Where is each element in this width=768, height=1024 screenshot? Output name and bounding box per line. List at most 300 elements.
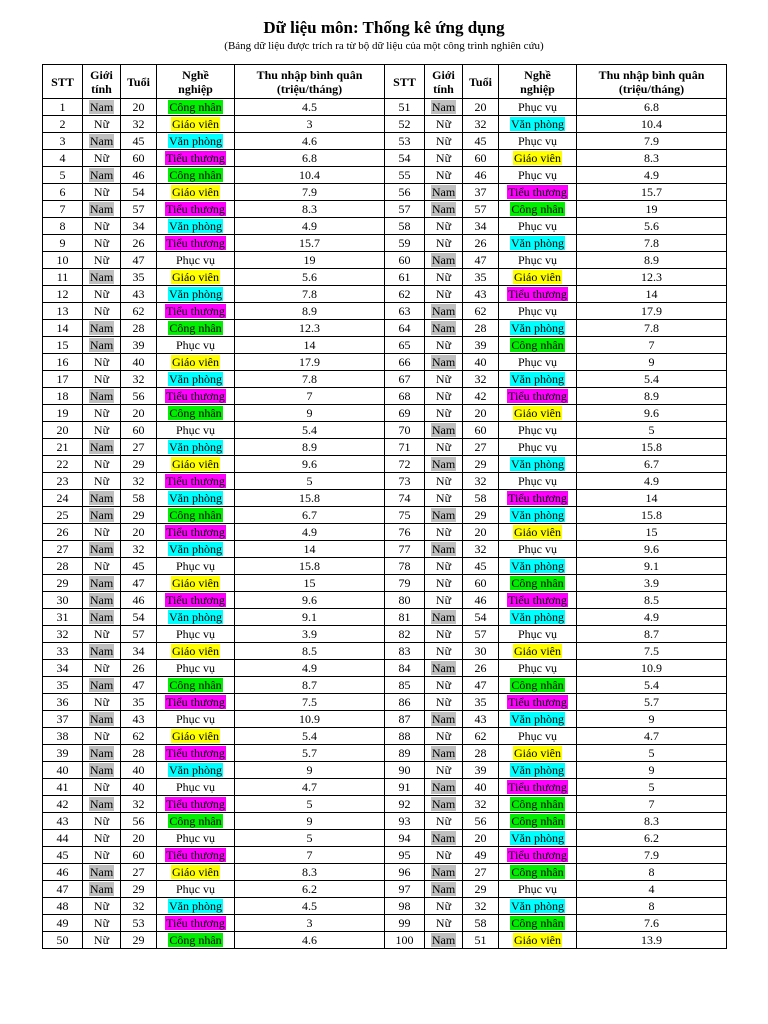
stt-cell xyxy=(43,116,83,133)
job-cell-text: Phục vụ xyxy=(518,542,557,556)
age-cell xyxy=(121,660,157,677)
income-cell xyxy=(577,626,727,643)
gender-cell-text: Nữ xyxy=(93,780,110,794)
income-cell xyxy=(577,660,727,677)
job-cell xyxy=(499,167,577,184)
stt-cell-text: 17 xyxy=(56,372,69,386)
income-cell xyxy=(577,116,727,133)
age-cell-text: 32 xyxy=(474,474,487,488)
stt-cell xyxy=(385,269,425,286)
income-cell-text: 8.5 xyxy=(644,593,659,607)
gender-cell xyxy=(83,898,121,915)
stt-cell xyxy=(385,235,425,252)
stt-cell-text: 4 xyxy=(59,151,66,165)
job-cell xyxy=(499,660,577,677)
gender-cell xyxy=(83,473,121,490)
stt-cell-text: 13 xyxy=(56,304,69,318)
stt-cell xyxy=(43,456,83,473)
stt-cell xyxy=(385,728,425,745)
stt-cell xyxy=(385,473,425,490)
income-cell-text: 7 xyxy=(648,797,655,811)
age-cell-text: 47 xyxy=(474,678,487,692)
age-cell xyxy=(463,575,499,592)
gender-cell-text: Nam xyxy=(89,593,114,607)
income-cell xyxy=(577,201,727,218)
table-row xyxy=(43,116,727,133)
gender-cell xyxy=(425,541,463,558)
stt-cell xyxy=(385,796,425,813)
gender-cell-text: Nam xyxy=(89,440,114,454)
age-cell-text: 46 xyxy=(132,593,145,607)
age-cell xyxy=(121,490,157,507)
gender-cell-text: Nam xyxy=(431,355,456,369)
stt-cell-text: 19 xyxy=(56,406,69,420)
income-cell-text: 10.9 xyxy=(641,661,662,675)
age-cell-text: 35 xyxy=(474,270,487,284)
job-cell-text: Phục vụ xyxy=(176,831,215,845)
job-cell-text: Phục vụ xyxy=(518,134,557,148)
stt-cell-text: 44 xyxy=(56,831,69,845)
stt-cell-text: 7 xyxy=(59,202,66,216)
age-cell xyxy=(121,711,157,728)
job-cell xyxy=(157,201,235,218)
job-cell-text: Công nhân xyxy=(511,678,564,692)
table-row xyxy=(43,269,727,286)
age-cell-text: 47 xyxy=(132,576,145,590)
job-cell xyxy=(157,609,235,626)
table-row xyxy=(43,609,727,626)
income-cell xyxy=(235,167,385,184)
stt-cell-text: 70 xyxy=(398,423,411,437)
age-cell-text: 39 xyxy=(132,338,145,352)
gender-cell-text: Nữ xyxy=(93,661,110,675)
age-cell xyxy=(463,626,499,643)
job-cell xyxy=(157,881,235,898)
job-cell-text: Giáo viên xyxy=(172,576,219,590)
stt-cell-text: 67 xyxy=(398,372,411,386)
table-row xyxy=(43,864,727,881)
job-cell-text: Tiểu thương xyxy=(166,695,225,709)
stt-cell-text: 25 xyxy=(56,508,69,522)
income-cell xyxy=(235,133,385,150)
age-cell xyxy=(463,320,499,337)
stt-cell-text: 95 xyxy=(398,848,411,862)
age-cell-text: 57 xyxy=(474,627,487,641)
gender-cell-text: Nữ xyxy=(435,525,452,539)
table-row xyxy=(43,456,727,473)
income-cell-text: 8.9 xyxy=(302,304,317,318)
income-cell xyxy=(235,337,385,354)
gender-cell-text: Nữ xyxy=(93,695,110,709)
gender-cell-text: Nữ xyxy=(93,814,110,828)
table-row xyxy=(43,235,727,252)
stt-cell-text: 47 xyxy=(56,882,69,896)
job-cell-text: Văn phòng xyxy=(511,831,564,845)
stt-cell xyxy=(385,201,425,218)
income-cell-text: 15.8 xyxy=(299,559,320,573)
job-cell xyxy=(157,898,235,915)
age-cell-text: 34 xyxy=(474,219,487,233)
job-cell xyxy=(157,184,235,201)
gender-cell-text: Nữ xyxy=(93,933,110,947)
stt-cell-text: 65 xyxy=(398,338,411,352)
gender-cell xyxy=(83,354,121,371)
age-cell xyxy=(463,558,499,575)
income-cell-text: 9 xyxy=(306,814,313,828)
age-cell xyxy=(463,99,499,116)
age-cell xyxy=(121,796,157,813)
age-cell-text: 20 xyxy=(132,406,145,420)
age-cell-text: 37 xyxy=(474,185,487,199)
gender-cell xyxy=(83,609,121,626)
income-cell xyxy=(577,541,727,558)
table-row xyxy=(43,524,727,541)
stt-cell xyxy=(385,507,425,524)
gender-cell-text: Nữ xyxy=(93,457,110,471)
income-cell-text: 7 xyxy=(648,338,655,352)
table-row xyxy=(43,762,727,779)
income-cell-text: 8.3 xyxy=(302,202,317,216)
stt-cell-text: 92 xyxy=(398,797,411,811)
income-cell xyxy=(235,184,385,201)
stt-cell-text: 9 xyxy=(59,236,66,250)
gender-cell xyxy=(83,218,121,235)
income-cell xyxy=(235,847,385,864)
age-cell-text: 39 xyxy=(474,763,487,777)
stt-cell-text: 96 xyxy=(398,865,411,879)
age-cell xyxy=(463,847,499,864)
age-cell xyxy=(463,286,499,303)
job-cell xyxy=(499,745,577,762)
gender-cell xyxy=(83,694,121,711)
age-cell xyxy=(121,592,157,609)
gender-cell-text: Nam xyxy=(89,134,114,148)
gender-cell-text: Nữ xyxy=(435,576,452,590)
age-cell xyxy=(121,371,157,388)
gender-cell xyxy=(425,864,463,881)
job-cell-text: Tiểu thương xyxy=(508,848,567,862)
stt-cell-text: 61 xyxy=(398,270,411,284)
income-cell-text: 8.5 xyxy=(302,644,317,658)
stt-cell xyxy=(385,439,425,456)
job-cell xyxy=(157,728,235,745)
gender-cell xyxy=(425,592,463,609)
age-cell xyxy=(121,677,157,694)
gender-cell xyxy=(83,388,121,405)
age-cell-text: 56 xyxy=(474,814,487,828)
table-row xyxy=(43,405,727,422)
age-cell-text: 20 xyxy=(474,406,487,420)
gender-cell xyxy=(425,694,463,711)
gender-cell xyxy=(425,643,463,660)
job-cell-text: Giáo viên xyxy=(514,933,561,947)
gender-cell xyxy=(83,779,121,796)
job-cell-text: Văn phòng xyxy=(169,763,222,777)
gender-cell-text: Nữ xyxy=(93,151,110,165)
job-cell xyxy=(157,711,235,728)
job-cell xyxy=(499,592,577,609)
gender-cell xyxy=(425,99,463,116)
job-cell-text: Tiểu thương xyxy=(508,695,567,709)
table-row xyxy=(43,337,727,354)
income-cell xyxy=(235,881,385,898)
stt-cell-text: 56 xyxy=(398,185,411,199)
stt-cell xyxy=(385,303,425,320)
age-cell-text: 43 xyxy=(132,712,145,726)
job-cell xyxy=(499,507,577,524)
stt-cell xyxy=(43,184,83,201)
stt-cell xyxy=(43,218,83,235)
age-cell xyxy=(121,167,157,184)
stt-cell-text: 51 xyxy=(398,100,411,114)
income-cell-text: 4 xyxy=(648,882,655,896)
income-cell xyxy=(235,524,385,541)
job-cell-text: Công nhân xyxy=(511,576,564,590)
gender-cell-text: Nữ xyxy=(93,117,110,131)
gender-cell-text: Nam xyxy=(89,882,114,896)
income-cell xyxy=(577,932,727,949)
age-cell-text: 40 xyxy=(474,780,487,794)
stt-cell xyxy=(385,643,425,660)
income-cell-text: 4.9 xyxy=(644,474,659,488)
income-cell xyxy=(577,847,727,864)
header-gender: Giới tính xyxy=(83,65,121,99)
job-cell-text: Phục vụ xyxy=(176,712,215,726)
age-cell-text: 43 xyxy=(132,287,145,301)
gender-cell-text: Nữ xyxy=(435,389,452,403)
gender-cell-text: Nữ xyxy=(93,525,110,539)
age-cell-text: 60 xyxy=(132,423,145,437)
age-cell-text: 40 xyxy=(474,355,487,369)
age-cell-text: 40 xyxy=(132,763,145,777)
age-cell-text: 60 xyxy=(474,151,487,165)
gender-cell xyxy=(425,422,463,439)
income-cell xyxy=(235,456,385,473)
age-cell xyxy=(121,728,157,745)
table-row xyxy=(43,575,727,592)
income-cell xyxy=(235,745,385,762)
age-cell xyxy=(121,99,157,116)
gender-cell-text: Nam xyxy=(89,644,114,658)
job-cell xyxy=(157,252,235,269)
gender-cell-text: Nữ xyxy=(435,695,452,709)
job-cell-text: Công nhân xyxy=(169,321,222,335)
gender-cell xyxy=(425,728,463,745)
job-cell-text: Công nhân xyxy=(511,865,564,879)
stt-cell xyxy=(385,677,425,694)
age-cell xyxy=(121,915,157,932)
gender-cell xyxy=(425,524,463,541)
job-cell-text: Phục vụ xyxy=(176,882,215,896)
job-cell-text: Văn phòng xyxy=(511,117,564,131)
stt-cell xyxy=(43,830,83,847)
gender-cell xyxy=(425,269,463,286)
age-cell-text: 28 xyxy=(132,746,145,760)
income-cell-text: 3.9 xyxy=(644,576,659,590)
gender-cell xyxy=(83,184,121,201)
job-cell xyxy=(157,133,235,150)
gender-cell xyxy=(425,371,463,388)
stt-cell-text: 28 xyxy=(56,559,69,573)
gender-cell xyxy=(425,167,463,184)
gender-cell xyxy=(83,626,121,643)
gender-cell xyxy=(425,575,463,592)
stt-cell-text: 86 xyxy=(398,695,411,709)
stt-cell-text: 74 xyxy=(398,491,411,505)
age-cell xyxy=(121,201,157,218)
age-cell-text: 42 xyxy=(474,389,487,403)
gender-cell xyxy=(83,167,121,184)
income-cell-text: 8.7 xyxy=(302,678,317,692)
gender-cell-text: Nữ xyxy=(93,236,110,250)
stt-cell-text: 52 xyxy=(398,117,411,131)
job-cell-text: Phục vụ xyxy=(518,100,557,114)
job-cell xyxy=(157,473,235,490)
income-cell xyxy=(235,490,385,507)
job-cell-text: Công nhân xyxy=(169,100,222,114)
job-cell-text: Tiểu thương xyxy=(166,848,225,862)
stt-cell xyxy=(385,490,425,507)
income-cell xyxy=(577,337,727,354)
job-cell-text: Văn phòng xyxy=(169,899,222,913)
age-cell-text: 29 xyxy=(132,882,145,896)
age-cell-text: 32 xyxy=(132,117,145,131)
income-cell-text: 15.8 xyxy=(641,508,662,522)
income-cell xyxy=(577,507,727,524)
income-cell-text: 8.3 xyxy=(644,814,659,828)
stt-cell xyxy=(385,558,425,575)
table-body xyxy=(43,99,727,949)
header-gender: Giới tính xyxy=(425,65,463,99)
income-cell-text: 4.5 xyxy=(302,899,317,913)
job-cell-text: Tiểu thương xyxy=(166,236,225,250)
age-cell-text: 26 xyxy=(132,661,145,675)
table-row xyxy=(43,303,727,320)
stt-cell-text: 22 xyxy=(56,457,69,471)
header-stt: STT xyxy=(43,65,83,99)
gender-cell-text: Nam xyxy=(431,780,456,794)
stt-cell xyxy=(385,320,425,337)
job-cell xyxy=(157,167,235,184)
income-cell xyxy=(235,439,385,456)
age-cell-text: 46 xyxy=(474,168,487,182)
stt-cell xyxy=(43,507,83,524)
gender-cell xyxy=(425,626,463,643)
gender-cell-text: Nam xyxy=(431,865,456,879)
job-cell-text: Giáo viên xyxy=(514,644,561,658)
gender-cell xyxy=(425,235,463,252)
income-cell-text: 7.9 xyxy=(302,185,317,199)
income-cell-text: 7.8 xyxy=(302,287,317,301)
age-cell xyxy=(121,558,157,575)
stt-cell xyxy=(385,694,425,711)
stt-cell xyxy=(385,218,425,235)
income-cell xyxy=(577,99,727,116)
stt-cell-text: 36 xyxy=(56,695,69,709)
gender-cell-text: Nam xyxy=(431,100,456,114)
age-cell xyxy=(121,643,157,660)
job-cell-text: Tiểu thương xyxy=(508,593,567,607)
age-cell-text: 29 xyxy=(474,882,487,896)
stt-cell-text: 16 xyxy=(56,355,69,369)
stt-cell-text: 66 xyxy=(398,355,411,369)
age-cell-text: 46 xyxy=(132,168,145,182)
income-cell xyxy=(235,609,385,626)
job-cell xyxy=(157,507,235,524)
gender-cell-text: Nữ xyxy=(435,916,452,930)
income-cell-text: 7.8 xyxy=(644,236,659,250)
age-cell xyxy=(463,218,499,235)
age-cell-text: 32 xyxy=(474,372,487,386)
age-cell xyxy=(121,932,157,949)
age-cell xyxy=(463,456,499,473)
stt-cell xyxy=(385,286,425,303)
stt-cell-text: 29 xyxy=(56,576,69,590)
stt-cell xyxy=(43,422,83,439)
stt-cell xyxy=(385,626,425,643)
job-cell xyxy=(157,779,235,796)
income-cell xyxy=(235,388,385,405)
income-cell-text: 4.9 xyxy=(302,661,317,675)
job-cell-text: Văn phòng xyxy=(511,899,564,913)
stt-cell-text: 53 xyxy=(398,134,411,148)
gender-cell xyxy=(83,320,121,337)
age-cell-text: 39 xyxy=(474,338,487,352)
stt-cell xyxy=(385,813,425,830)
gender-cell xyxy=(83,405,121,422)
job-cell xyxy=(157,405,235,422)
gender-cell xyxy=(425,677,463,694)
job-cell-text: Giáo viên xyxy=(172,457,219,471)
stt-cell-text: 1 xyxy=(59,100,66,114)
gender-cell-text: Nam xyxy=(89,270,114,284)
stt-cell xyxy=(43,388,83,405)
stt-cell xyxy=(385,745,425,762)
income-cell-text: 9 xyxy=(648,712,655,726)
gender-cell-text: Nữ xyxy=(93,372,110,386)
job-cell-text: Văn phòng xyxy=(169,491,222,505)
stt-cell-text: 35 xyxy=(56,678,69,692)
stt-cell xyxy=(385,388,425,405)
age-cell-text: 40 xyxy=(132,355,145,369)
gender-cell-text: Nữ xyxy=(93,831,110,845)
age-cell xyxy=(121,218,157,235)
header-stt: STT xyxy=(385,65,425,99)
table-row xyxy=(43,558,727,575)
job-cell xyxy=(499,184,577,201)
stt-cell xyxy=(385,898,425,915)
stt-cell-text: 55 xyxy=(398,168,411,182)
job-cell-text: Phục vụ xyxy=(518,355,557,369)
income-cell xyxy=(577,592,727,609)
job-cell-text: Tiểu thương xyxy=(508,287,567,301)
gender-cell-text: Nam xyxy=(431,202,456,216)
income-cell xyxy=(577,830,727,847)
income-cell-text: 15.8 xyxy=(299,491,320,505)
gender-cell-text: Nữ xyxy=(93,406,110,420)
income-cell-text: 3.9 xyxy=(302,627,317,641)
gender-cell-text: Nam xyxy=(89,712,114,726)
stt-cell-text: 90 xyxy=(398,763,411,777)
income-cell-text: 4.7 xyxy=(644,729,659,743)
table-row xyxy=(43,167,727,184)
gender-cell-text: Nữ xyxy=(435,338,452,352)
stt-cell xyxy=(43,592,83,609)
stt-cell xyxy=(43,439,83,456)
gender-cell xyxy=(83,524,121,541)
job-cell-text: Công nhân xyxy=(169,933,222,947)
age-cell-text: 27 xyxy=(474,865,487,879)
